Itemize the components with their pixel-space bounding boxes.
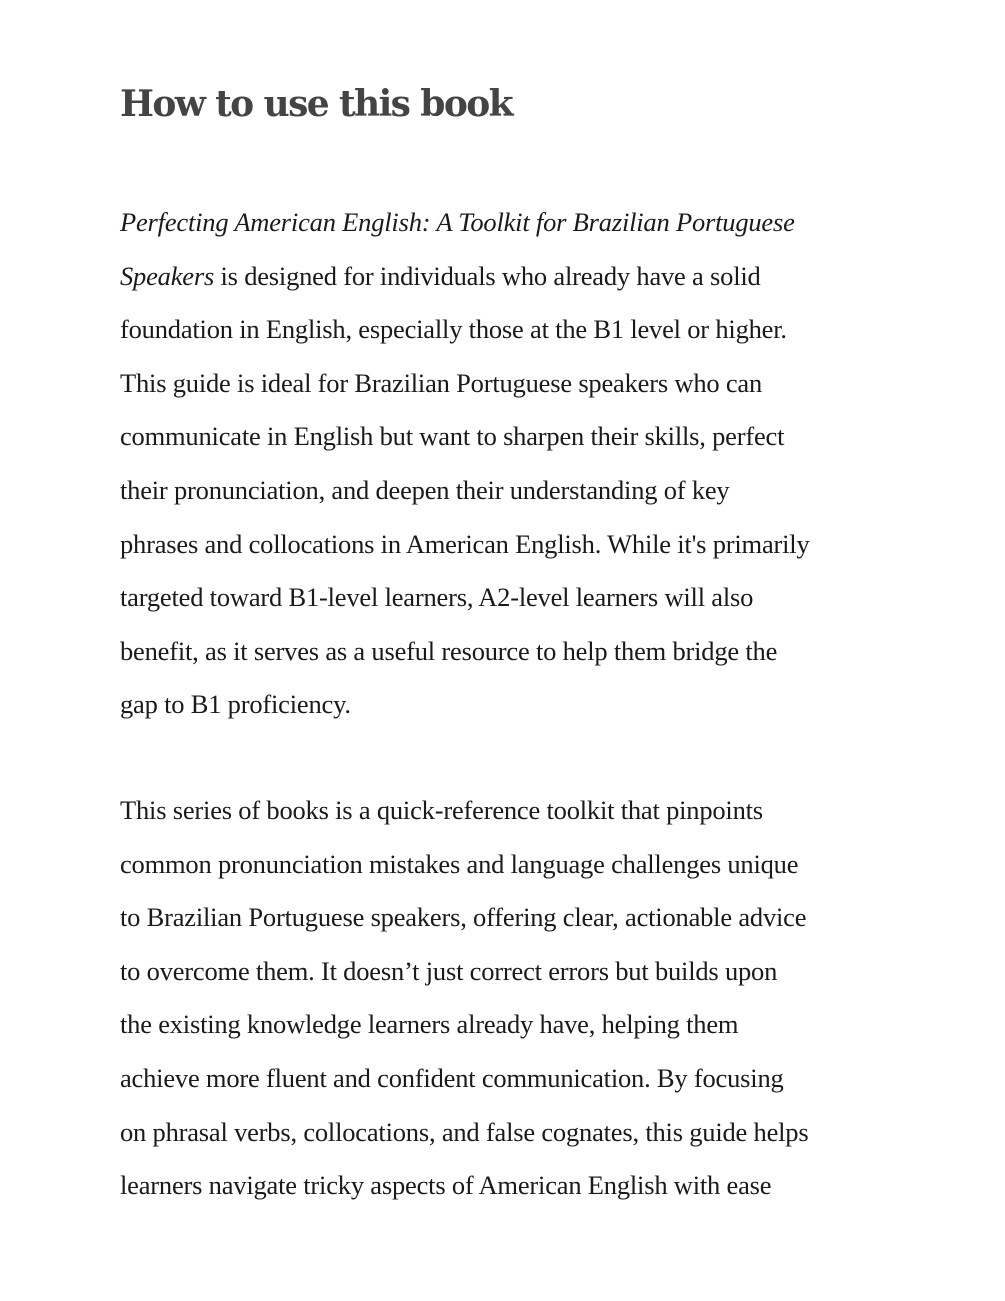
text-line: benefit, as it serves as a useful resource to help them bridge the	[120, 635, 778, 666]
text-line: gap to B1 proficiency.	[120, 689, 351, 720]
text-line: to Brazilian Portuguese speakers, offering clear, actionable advice	[120, 902, 807, 933]
book-title-italic: Perfecting American English: A Toolkit for Brazilian Portuguese	[120, 207, 795, 237]
page-title: How to use this book	[120, 83, 513, 125]
text-line: This guide is ideal for Brazilian Portuguese speakers who can	[120, 367, 763, 398]
paragraph-series	[120, 784, 808, 1213]
text-line	[120, 196, 810, 250]
text-line: foundation in English, especially those at the B1 level or higher.	[120, 314, 787, 345]
text-line: targeted toward B1-level learners, A2-level learners will also	[120, 582, 754, 613]
text-line: communicate in English but want to sharpen their skills, perfect	[120, 421, 785, 452]
text-line: phrases and collocations in American English. While it's primarily	[120, 528, 810, 559]
text-line: achieve more fluent and confident communication. By focusing	[120, 1062, 784, 1093]
text-line: This series of books is a quick-reference toolkit that pinpoints	[120, 795, 763, 825]
book-title-italic: Speakers	[120, 260, 215, 291]
text-line: Speakers is designed for individuals who already have a solid	[120, 260, 761, 291]
text-line: to overcome them. It doesn’t just correct errors but builds upon	[120, 955, 778, 986]
paragraph-intro	[120, 196, 810, 732]
text-line: common pronunciation mistakes and language challenges unique	[120, 848, 799, 879]
text-line: the existing knowledge learners already have, helping them	[120, 1009, 739, 1040]
text-line: their pronunciation, and deepen their understanding of key	[120, 474, 730, 505]
text-line: learners navigate tricky aspects of American English with ease	[120, 1170, 772, 1201]
text-line: on phrasal verbs, collocations, and false cognates, this guide helps	[120, 1116, 809, 1147]
